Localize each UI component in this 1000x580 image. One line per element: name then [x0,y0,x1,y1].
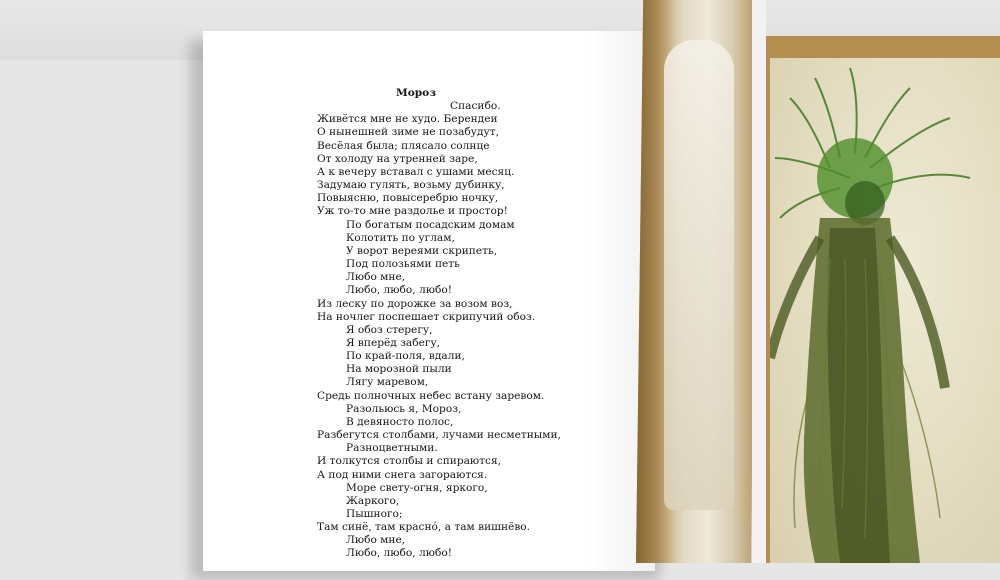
poem-line: Лягу маревом, [346,376,429,389]
poem-line: Повыясню, повысеребрю ночку, [317,192,499,205]
poem-line: В девяносто полос, [346,415,454,428]
poem-line: Из леску по дорожке за возом воз, [317,297,513,310]
leshy-illustration-frame [766,36,1000,563]
poem-line: Разольюсь я, Мороз, [346,402,462,415]
poem-line: Я обоз стерегу, [346,323,433,336]
poem-line: А под ними снега загораются. [317,468,488,481]
poem-line: Разбегутся столбами, лучами несметными, [317,429,561,442]
poem-line: Живётся мне не худо. Берендеи [317,113,498,126]
poem-line: Под полозьями петь [346,258,460,271]
leshy-figure [770,58,1000,563]
frost-figure [664,40,734,510]
poem-title: Мороз [395,87,437,99]
poem-line: О нынешней зиме не позабудут, [317,126,500,139]
poem-line: От холоду на утренней заре, [317,152,478,165]
poem-line: А к вечеру вставал с ушами месяц. [317,165,515,178]
poem-line: Пышного; [346,508,403,520]
poem-line: Море свету-огня, яркого, [346,481,488,494]
poem-text-block [317,87,647,561]
leshy-illustration-paper [770,58,1000,563]
poem-line: Жаркого, [346,494,400,507]
poem-line: На ночлег поспешает скрипучий обоз. [317,310,536,323]
poem-line: Любо, любо, любо! [346,284,452,297]
poem-line: На морозной пыли [346,363,452,376]
poem-line: Задумаю гулять, возьму дубинку, [317,179,505,192]
poem-line: Я вперёд забегу, [346,336,441,349]
poem-line: И толкутся столбы и спираются, [317,455,501,468]
poem-line: Разноцветными. [346,442,438,455]
poem-line: Любо мне, [346,534,406,547]
poem-line: По богатым посадским домам [346,218,515,231]
poem-line: Любо мне, [346,271,406,284]
poem-line: Там синё, там красно́, а там вишнёво. [317,521,531,534]
poem-line: Любо, любо, любо! [346,547,452,560]
page-gap [752,0,766,563]
poem-line: Спасибо. [450,100,501,113]
poem-lines [317,100,647,560]
poem-line: У ворот вереями скрипеть, [346,244,498,257]
poem-line: По край-поля, вдали, [346,350,465,363]
poem-line: Средь полночных небес встану заревом. [317,389,545,402]
poem-line: Уж то-то мне раздолье и простор! [317,205,508,218]
frost-illustration [636,0,756,563]
poem-line: Колотить по углам, [346,231,455,244]
poem-line: Весёлая была; плясало солнце [317,139,490,152]
